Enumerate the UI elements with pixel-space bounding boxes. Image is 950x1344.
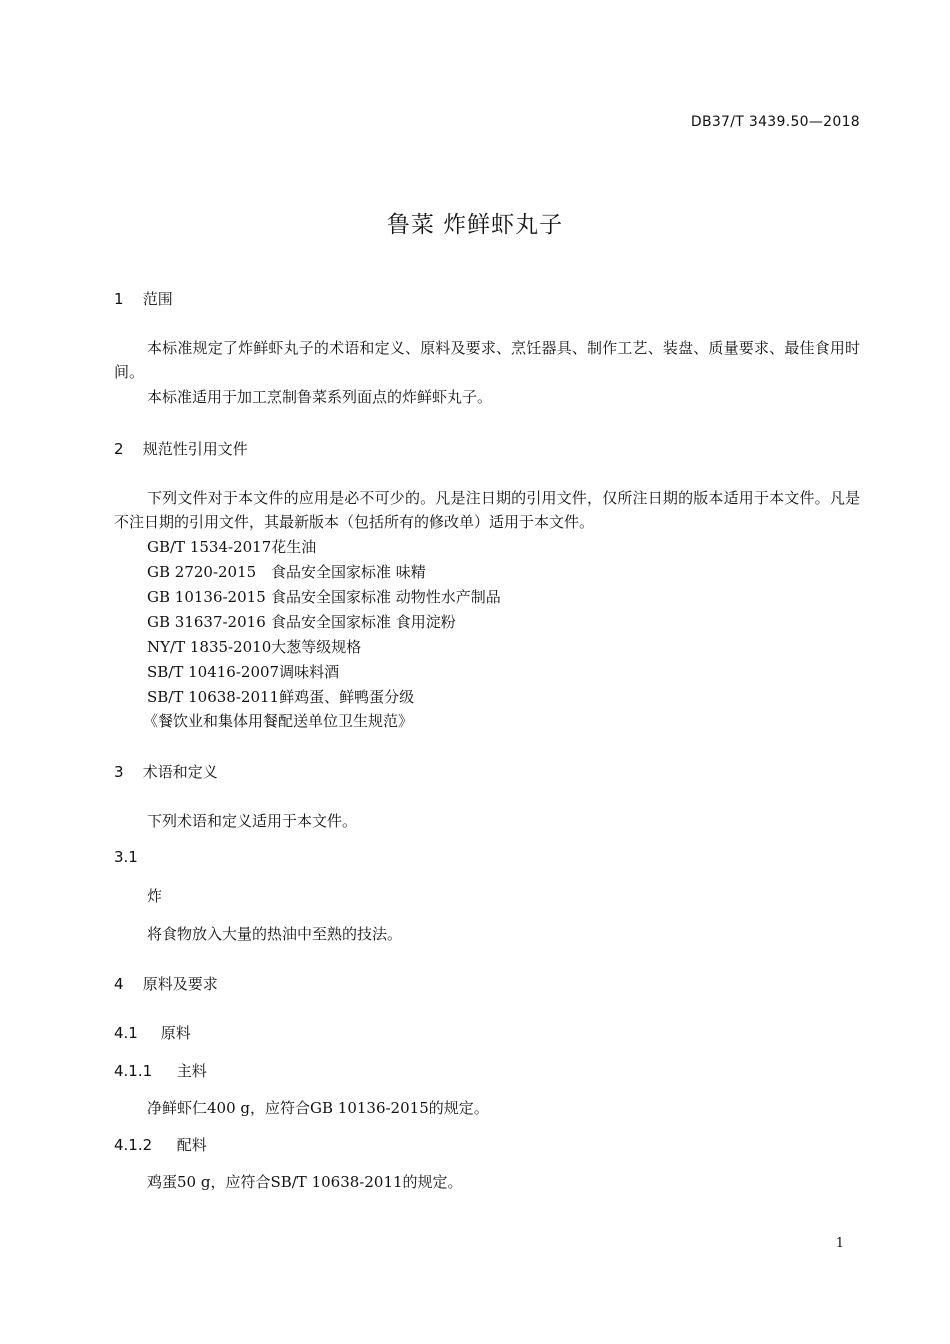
reference-code: GB 31637-2016: [147, 613, 266, 631]
reference-name: 鲜鸡蛋、鲜鸭蛋分级: [279, 688, 415, 706]
reference-item: [147, 660, 339, 684]
section-4-heading: [114, 973, 218, 994]
page-number: 1: [835, 1236, 844, 1251]
section-title: 规范性引用文件: [142, 440, 248, 458]
reference-name: 调味料酒: [279, 663, 340, 681]
section-number: 2: [114, 440, 124, 458]
reference-item: [147, 560, 426, 584]
reference-item: [147, 610, 456, 634]
reference-name: 食品安全国家标准 动物性水产制品: [271, 588, 501, 606]
reference-code: GB/T 1534-2017: [147, 538, 272, 556]
section-number: 3: [114, 763, 124, 781]
reference-code: GB 10136-2015: [147, 588, 266, 606]
subsection-title: 配料: [176, 1136, 207, 1154]
reference-code: SB/T 10416-2007: [147, 663, 280, 681]
section-2-heading: [114, 438, 248, 459]
reference-code: NY/T 1835-2010: [147, 638, 272, 656]
document-title: 鲁菜 炸鲜虾丸子: [386, 212, 564, 238]
reference-code: GB 2720-2015: [147, 563, 257, 581]
scope-paragraph-2: 本标准适用于加工烹制鲁菜系列面点的炸鲜虾丸子。: [147, 388, 493, 406]
reference-code: SB/T 10638-2011: [147, 688, 280, 706]
reference-item-regulation: 《餐饮业和集体用餐配送单位卫生规范》: [143, 712, 414, 730]
term-number: 3.1: [114, 848, 138, 866]
reference-name: 大葱等级规格: [271, 638, 362, 656]
subsection-title: 主料: [176, 1062, 207, 1080]
reference-item: [147, 685, 414, 709]
section-title: 范围: [142, 290, 173, 308]
reference-item: [147, 635, 361, 659]
subsection-4-1-2-heading: [114, 1134, 207, 1155]
reference-name: 食品安全国家标准 味精: [271, 563, 426, 581]
main-ingredient-text: 净鲜虾仁400 g，应符合GB 10136-2015的规定。: [147, 1099, 489, 1117]
reference-item: [147, 535, 316, 559]
standard-code: DB37/T 3439.50—2018: [690, 114, 860, 130]
term-name: 炸: [147, 887, 163, 905]
subsection-title: 原料: [160, 1024, 191, 1042]
subsection-4-1-1-heading: [114, 1060, 207, 1081]
subsection-4-1-heading: [114, 1022, 191, 1043]
section-number: 4: [114, 975, 124, 993]
term-definition: 将食物放入大量的热油中至熟的技法。: [147, 925, 403, 943]
subsection-number: 4.1.1: [114, 1062, 153, 1080]
section-title: 术语和定义: [142, 763, 218, 781]
references-intro: 下列文件对于本文件的应用是必不可少的。凡是注日期的引用文件，仅所注日期的版本适用于本文件。凡是不注日期的引用文件，其最新版本（包括所有的修改单）适用于本文件。: [114, 489, 860, 531]
subsection-number: 4.1.2: [114, 1136, 153, 1154]
reference-name: 食品安全国家标准 食用淀粉: [271, 613, 456, 631]
section-number: 1: [114, 290, 124, 308]
section-1-heading: [114, 288, 173, 309]
auxiliary-ingredient-text: 鸡蛋50 g，应符合SB/T 10638-2011的规定。: [147, 1173, 463, 1191]
subsection-number: 4.1: [114, 1024, 138, 1042]
section-3-heading: [114, 761, 218, 782]
reference-item: [147, 585, 501, 609]
reference-name: 花生油: [271, 538, 317, 556]
section-title: 原料及要求: [142, 975, 218, 993]
terms-intro: 下列术语和定义适用于本文件。: [147, 812, 358, 830]
scope-paragraph-1: 本标准规定了炸鲜虾丸子的术语和定义、原料及要求、烹饪器具、制作工艺、装盘、质量要求、最佳食用时间。: [114, 339, 860, 381]
